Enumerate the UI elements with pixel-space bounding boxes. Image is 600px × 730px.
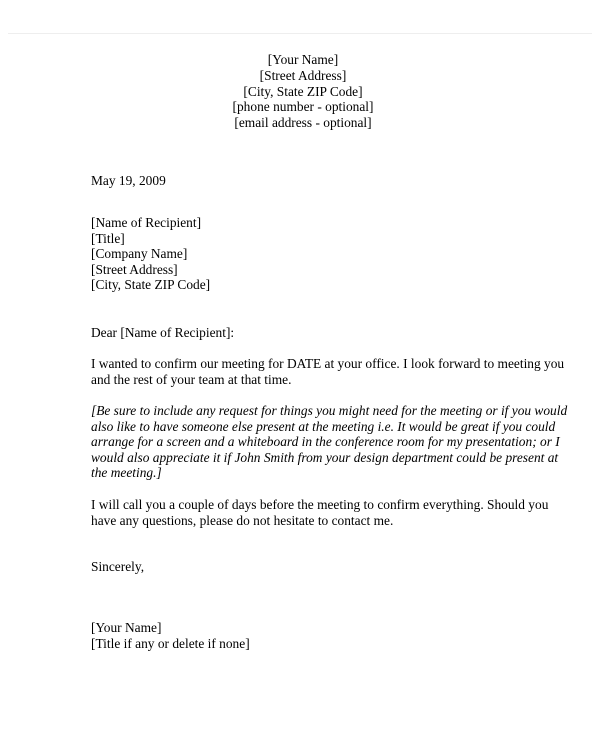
sender-name: [Your Name]	[267, 52, 339, 67]
body-paragraph-1	[91, 356, 565, 387]
recipient-city-state-zip: [City, State ZIP Code]	[91, 277, 211, 293]
paragraph-line: arrange for a screen and a whiteboard in the conference room for my presentation; or I	[91, 434, 560, 450]
sender-phone: [phone number - optional]	[232, 99, 374, 115]
sender-email: [email address - optional]	[234, 115, 372, 131]
body-paragraph-3	[91, 497, 549, 528]
paragraph-line: have any questions, please do not hesitate to contact me.	[91, 512, 394, 528]
letter-date: May 19, 2009	[91, 173, 166, 188]
recipient-title: [Title]	[91, 230, 125, 246]
signature-block	[91, 620, 250, 651]
paragraph-line: [Be sure to include any request for things you might need for the meeting or if you would	[91, 403, 568, 418]
sender-street: [Street Address]	[259, 67, 347, 83]
salutation: Dear [Name of Recipient]:	[91, 325, 235, 340]
recipient-street: [Street Address]	[91, 261, 178, 277]
paragraph-line: and the rest of your team at that time.	[91, 371, 292, 387]
paragraph-line: I will call you a couple of days before the meeting to confirm everything. Should you	[91, 497, 549, 512]
sender-address-block	[0, 52, 600, 131]
signature-name: [Your Name]	[91, 620, 162, 635]
recipient-name: [Name of Recipient]	[91, 215, 202, 230]
page-top-divider	[8, 33, 592, 34]
paragraph-line: I wanted to confirm our meeting for DATE at your office. I look forward to meeting you	[91, 356, 565, 371]
paragraph-line: also like to have someone else present at the meeting i.e. It would be great if you could	[91, 418, 556, 434]
paragraph-line: would also appreciate it if John Smith from your design department could be present at	[91, 449, 559, 465]
recipient-address-block	[91, 215, 210, 293]
paragraph-line: the meeting.]	[91, 465, 162, 481]
signature-title: [Title if any or delete if none]	[91, 635, 250, 651]
sender-city-state-zip: [City, State ZIP Code]	[243, 83, 363, 99]
body-paragraph-2-instructions	[91, 403, 568, 481]
recipient-company: [Company Name]	[91, 246, 188, 262]
closing: Sincerely,	[91, 559, 145, 574]
